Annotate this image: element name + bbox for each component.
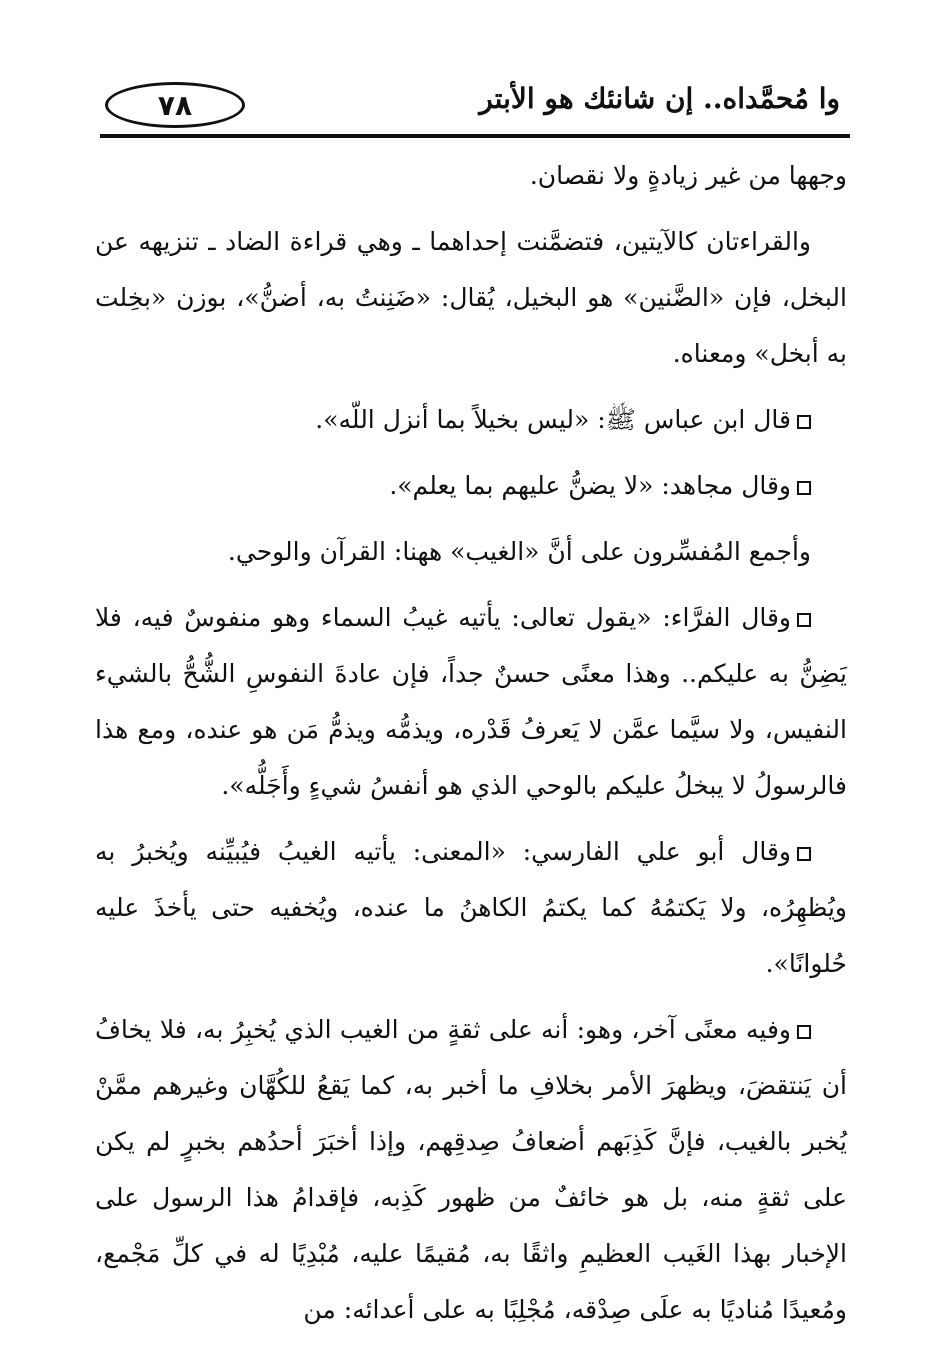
- square-bullet-icon: [797, 481, 811, 495]
- page-number: ٧٨: [157, 88, 193, 122]
- paragraph: وقال مجاهد: «لا يضنُّ عليهم بما يعلم».: [95, 458, 847, 514]
- square-bullet-icon: [797, 415, 811, 429]
- paragraph: وقال الفرَّاء: «يقول تعالى: يأتيه غيبُ السماء وهو منفوسٌ فيه، فلا يَضِنُّ به عليكم.. وهذا معنًى حسنٌ جداً، فإن عادةَ النفوسِ الشُّحُّ بالشيء النفيس، ولا سيَّما عمَّن لا يَعرفُ قَدْره، ويذمُّه ويذمُّ مَن هو عنده، ومع هذا فالرسولُ لا يبخلُ عليكم بالوحي الذي هو أنفسُ شيءٍ وأَجَلُّه».: [95, 603, 847, 800]
- paragraph: وأجمع المُفسِّرون على أنَّ «الغيب» ههنا: القرآن والوحي.: [227, 537, 811, 566]
- page-header: [100, 78, 850, 136]
- square-bullet-icon: [797, 613, 811, 627]
- paragraph: وفيه معنًى آخر، وهو: أنه على ثقةٍ من الغيب الذي يُخبِرُ به، فلا يخافُ أن يَنتقضَ، ويظهرَ الأمر بخلافِ ما أخبر به، كما يَقعُ للكُهَّان وغيرهم ممَّنْ يُخبر بالغيب، فإنَّ كَذِبَهم أضعافُ صِدقِهم، وإذا أخبَرَ أحدُهم بخبرٍ لم يكن على ثقةٍ منه، بل هو خائفٌ من ظهور كَذِبه، فإقدامُ هذا الرسول على الإخبار بهذا الغَيب العظيمِ واثقًا به، مُقيمًا عليه، مُبْدِيًا له في كلِّ مَجْمع، ومُعيدًا مُناديًا به علَى صِدْقه، مُجْلِبًا به على أعدائه: من: [95, 1015, 847, 1324]
- paragraph: والقراءتان كالآيتين، فتضمَّنت إحداهما ـ وهي قراءة الضاد ـ تنزيهه عن البخل، فإن «الضَّنين» هو البخيل، يُقال: «ضَنِنتُ به، أضنُّ»، بوزن «بخِلت به أبخل» ومعناه.: [95, 227, 847, 368]
- body-text: [95, 148, 847, 1348]
- header-rule: [100, 134, 850, 138]
- square-bullet-icon: [797, 1025, 811, 1039]
- paragraph: وقال أبو علي الفارسي: «المعنى: يأتيه الغيبُ فيُبيِّنه ويُخبرُ به ويُظهِرُه، ولا يَكتمُهُ كما يكتمُ الكاهنُ ما عنده، ويُخفيه حتى يأخذَ عليه حُلوانًا».: [95, 837, 847, 978]
- paragraph: قال ابن عباس ﷺ: «ليس بخيلاً بما أنزل اللّه».: [95, 392, 847, 448]
- paragraph: وجهها من غير زيادةٍ ولا نقصان.: [529, 161, 847, 190]
- page-number-badge: [105, 82, 245, 128]
- square-bullet-icon: [797, 847, 811, 861]
- running-title: وا مُحمَّداه.. إن شانئك هو الأبتر: [479, 82, 840, 115]
